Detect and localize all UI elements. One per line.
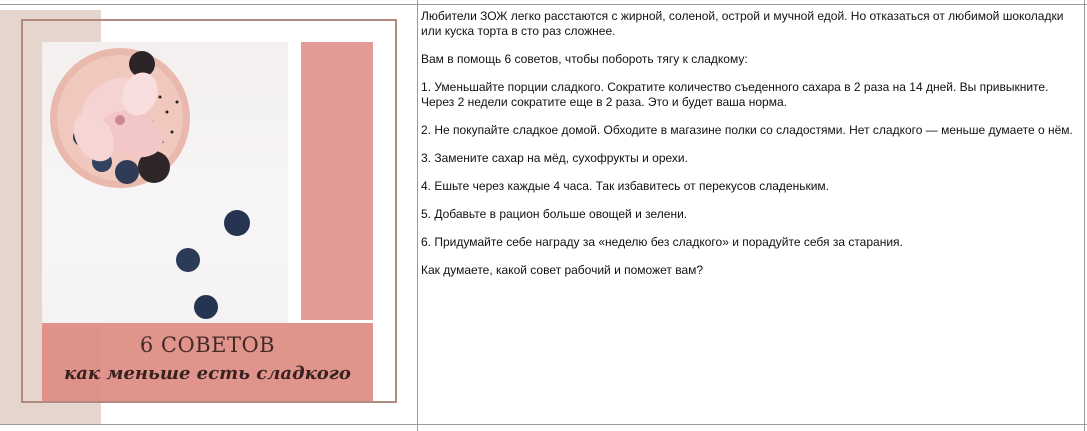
post-text-cell[interactable] [421, 9, 1081, 291]
intro-paragraph: Любители ЗОЖ легко расстаются с жирной, соленой, острой и мучной едой. Но отказаться от любимой шоколадки или куска торта в сто раз сложнее. [421, 9, 1064, 38]
column-right-border [1084, 0, 1085, 431]
tip-item: 3. Замените сахар на мёд, сухофрукты и орехи. [421, 151, 688, 165]
dessert-photo [42, 42, 288, 327]
banner-subtitle: как меньше есть сладкого [64, 363, 351, 384]
tip-item: 2. Не покупайте сладкое домой. Обходите в магазине полки со сладостями. Нет сладкого — меньше думаете о нём. [421, 123, 1073, 137]
title-banner [42, 323, 373, 401]
question-paragraph: Как думаете, какой совет рабочий и поможет вам? [421, 263, 704, 277]
blueberry [224, 210, 250, 236]
blueberry [115, 160, 139, 184]
blueberry [176, 248, 200, 272]
post-image-cell[interactable] [0, 5, 417, 424]
row-bottom-border [0, 424, 1087, 425]
column-divider [417, 0, 418, 431]
tip-item: 6. Придумайте себе награду за «неделю без сладкого» и порадуйте себя за старания. [421, 235, 903, 249]
tip-item: 4. Ешьте через каждые 4 часа. Так избавитесь от перекусов сладеньким. [421, 179, 830, 193]
tip-item: 1. Уменьшайте порции сладкого. Сократите количество съеденного сахара в 2 раза на 14 дней. Вы привыкните. Через 2 недели сократите еще в 2 раза. Это и будет ваша норма. [421, 80, 1049, 109]
tip-item: 5. Добавьте в рацион больше овощей и зелени. [421, 207, 688, 221]
pink-stripe [301, 42, 373, 320]
dessert-illustration [42, 42, 288, 327]
lead-paragraph: Вам в помощь 6 советов, чтобы побороть тягу к сладкому: [421, 52, 748, 66]
blueberry [194, 295, 218, 319]
banner-title: 6 СОВЕТОВ [139, 333, 276, 357]
